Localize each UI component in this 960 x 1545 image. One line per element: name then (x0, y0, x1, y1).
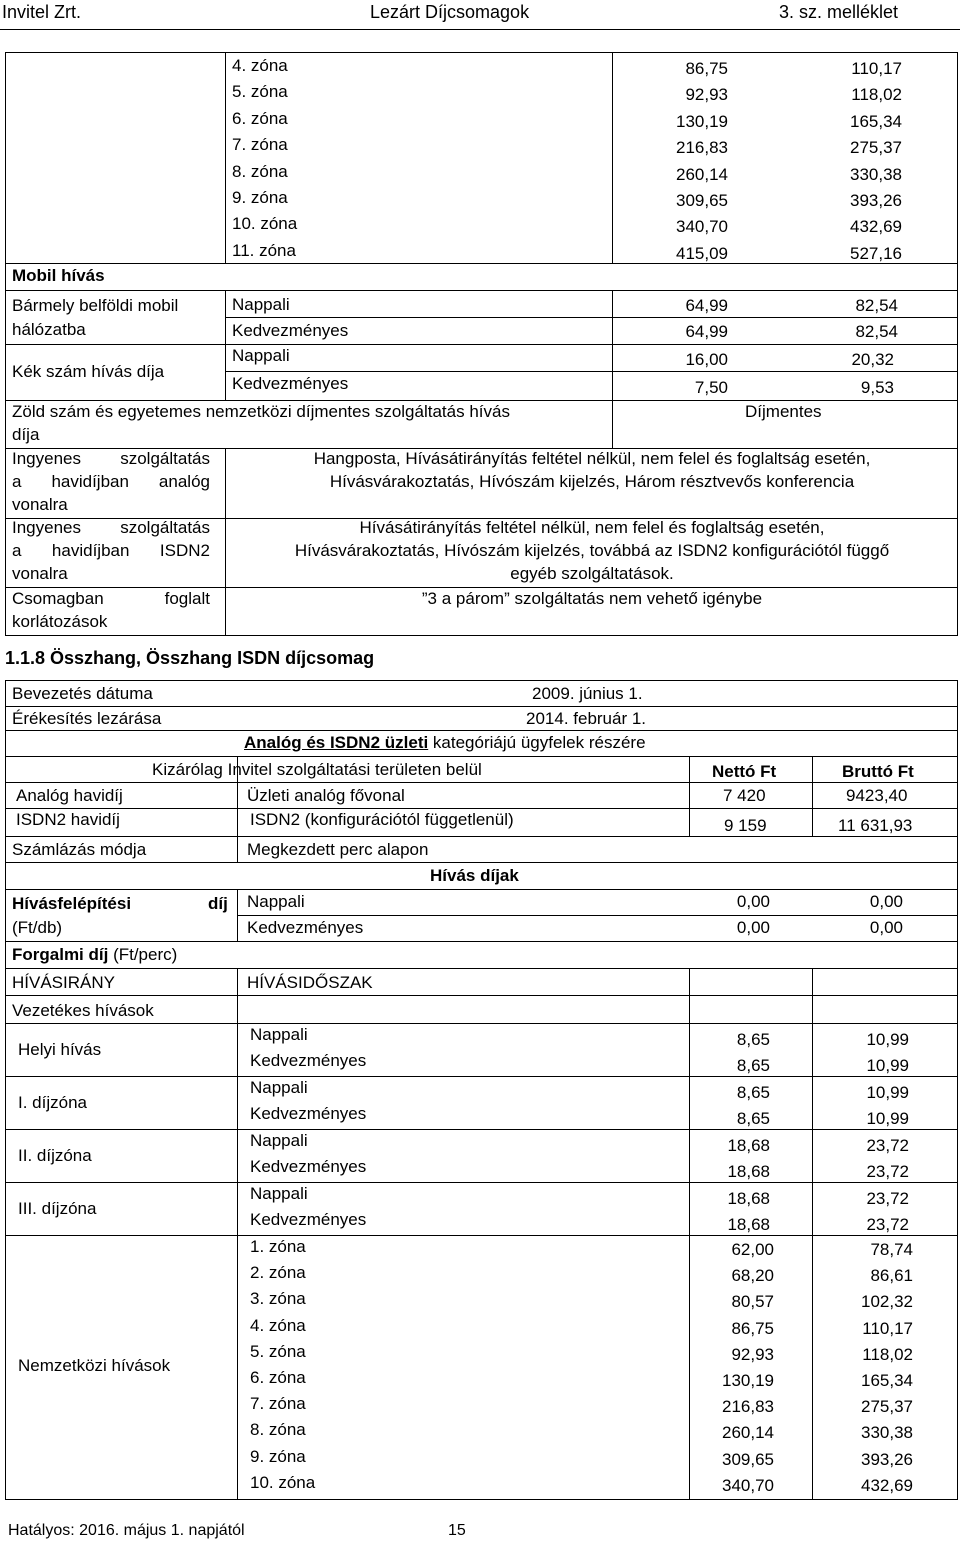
zone-net-price: 340,70 (676, 217, 728, 237)
zone-gross-price: 110,17 (851, 59, 902, 78)
zone-label: 9. zóna (250, 1446, 306, 1466)
zone-gross-price: 165,34 (850, 111, 902, 131)
net-price: 309,65 (722, 1449, 774, 1469)
customer-category: Analóg és ISDN2 üzleti kategóriájú ügyfelek részére (244, 733, 646, 752)
free-services-analog-text1: Hangposta, Hívásátirányítás feltétel nélkül, nem felel és foglaltság esetén, (313, 449, 871, 468)
zone-gross-price: 275,37 (850, 138, 902, 158)
net-price: 62,00 (731, 1240, 774, 1259)
net-price: 0,00 (736, 918, 770, 937)
period-label: Nappali (232, 295, 290, 314)
period-label: Kedvezményes (250, 1157, 367, 1176)
net-price: 80,57 (731, 1292, 774, 1312)
gross-price: 82,54 (855, 322, 898, 341)
package-restrictions-text: ”3 a párom” szolgáltatás nem vehető igénybe (421, 589, 763, 608)
zone-label: 10. zóna (250, 1472, 316, 1492)
gross-price: 165,34 (861, 1371, 913, 1390)
gross-price: 23,72 (866, 1162, 909, 1181)
gross-price: 10,99 (866, 1083, 909, 1102)
gross-price: 9,53 (860, 378, 894, 397)
analog-monthly-desc: Üzleti analóg fővonal (247, 786, 405, 805)
gross-price: 82,54 (855, 296, 898, 315)
zone-label: 10. zóna (232, 214, 298, 234)
gross-price: 20,32 (851, 350, 894, 369)
zone-net-price: 260,14 (676, 164, 728, 184)
net-price: 18,68 (727, 1215, 770, 1234)
sales-close-value: 2014. február 1. (526, 709, 647, 728)
package-restrictions-line1: Csomagban foglalt (12, 589, 210, 608)
period-label: Nappali (250, 1078, 308, 1097)
zone-gross-price: 118,02 (851, 85, 902, 105)
intro-date-label: Bevezetés dátuma (12, 684, 153, 703)
free-services-analog-line3: vonalra (12, 495, 68, 514)
call-direction-label: Helyi hívás (18, 1040, 102, 1059)
gross-price: 0,00 (869, 918, 903, 937)
page-number: 15 (448, 1522, 466, 1539)
billing-method-value: Megkezdett perc alapon (247, 840, 429, 859)
section-title: 1.1.8 Összhang, Összhang ISDN díjcsomag (5, 648, 375, 668)
period-label: Kedvezményes (250, 1051, 367, 1070)
isdn-monthly-net: 9 159 (724, 816, 767, 835)
period-label: Nappali (250, 1131, 308, 1150)
zone-label: 9. zóna (232, 188, 288, 207)
free-services-isdn-text1: Hívásátirányítás feltétel nélkül, nem felel és foglaltság esetén, (359, 518, 825, 537)
period-label: Kedvezményes (247, 918, 364, 937)
net-price: 18,68 (727, 1136, 770, 1155)
zone-gross-price: 393,26 (850, 191, 902, 210)
header-title: Lezárt Díjcsomagok (370, 2, 530, 22)
net-price: 64,99 (685, 322, 728, 341)
footer-effective-date: Hatályos: 2016. május 1. napjától (8, 1522, 245, 1539)
gross-price: 110,17 (862, 1318, 913, 1338)
net-price: 8,65 (736, 1030, 770, 1049)
zone-label: 6. zóna (232, 108, 288, 128)
isdn-monthly-desc: ISDN2 (konfigurációtól függetlenül) (250, 810, 514, 829)
package-restrictions-line2: korlátozások (12, 612, 108, 631)
header-company: Invitel Zrt. (2, 2, 82, 22)
gross-price: 102,32 (861, 1292, 913, 1312)
zone-label: 5. zóna (232, 82, 288, 102)
zone-gross-price: 527,16 (850, 243, 902, 263)
gross-price: 10,99 (866, 1109, 909, 1128)
period-label: Kedvezményes (232, 374, 349, 393)
isdn-monthly-gross: 11 631,93 (838, 816, 913, 835)
zone-label: 7. zóna (232, 135, 288, 155)
gross-price: 393,26 (861, 1449, 913, 1469)
net-price: 8,65 (736, 1056, 770, 1075)
zone-label: 11. zóna (232, 240, 296, 260)
free-services-analog-text2: Hívásvárakoztatás, Hívószám kijelzés, Három résztvevős konferencia (329, 472, 855, 491)
net-price: 18,68 (727, 1189, 770, 1208)
green-number-value: Díjmentes (745, 402, 822, 421)
gross-price: 23,72 (866, 1215, 909, 1234)
free-services-isdn-text2: Hívásvárakoztatás, Hívószám kijelzés, továbbá az ISDN2 konfigurációtól függő (294, 541, 890, 560)
setup-fee-label-line2: (Ft/db) (12, 918, 63, 937)
gross-price: 432,69 (861, 1475, 913, 1495)
net-price: 340,70 (722, 1475, 774, 1495)
analog-monthly-gross: 9423,40 (846, 786, 908, 805)
zone-net-price: 92,93 (685, 85, 728, 105)
zone-label: 4. zóna (232, 56, 288, 75)
billing-method-label: Számlázás módja (12, 840, 147, 859)
call-period-header: HÍVÁSIDŐSZAK (247, 973, 373, 992)
zone-label: 7. zóna (250, 1394, 306, 1414)
net-price: 8,65 (736, 1109, 770, 1128)
free-services-analog-line1: Ingyenes szolgáltatás (12, 449, 210, 468)
header-annex: 3. sz. melléklet (779, 2, 899, 22)
green-number-label-line1: Zöld szám és egyetemes nemzetközi díjmentes szolgáltatás hívás (12, 402, 510, 421)
col-gross-header: Bruttó Ft (842, 762, 914, 781)
setup-fee-label-word: díj (208, 894, 228, 913)
analog-monthly-label: Analóg havidíj (16, 786, 123, 805)
zone-label: 2. zóna (250, 1263, 306, 1283)
net-price: 86,75 (731, 1318, 774, 1338)
net-price: 216,83 (722, 1397, 774, 1417)
free-services-isdn-line3: vonalra (12, 564, 68, 583)
call-direction-label: III. díjzóna (18, 1199, 97, 1218)
free-services-isdn-line1: Ingyenes szolgáltatás (12, 518, 210, 537)
mobile-label-line1: Bármely belföldi mobil (12, 296, 179, 315)
setup-fee-label-line1: Hívásfelépítési (12, 894, 132, 913)
net-price: 7,50 (694, 378, 728, 397)
period-label: Nappali (250, 1184, 308, 1203)
zone-gross-price: 432,69 (850, 217, 902, 237)
gross-price: 86,61 (870, 1266, 913, 1286)
zone-label: 4. zóna (250, 1315, 306, 1335)
gross-price: 0,00 (869, 892, 903, 911)
net-price: 8,65 (736, 1083, 770, 1102)
gross-price: 23,72 (866, 1189, 909, 1208)
period-label: Nappali (247, 892, 305, 911)
period-label: Kedvezményes (250, 1104, 367, 1123)
net-price: 16,00 (685, 350, 728, 369)
green-number-label-line2: díja (12, 425, 40, 444)
zone-net-price: 216,83 (676, 138, 728, 158)
col-net-header: Nettó Ft (712, 762, 777, 781)
call-direction-label: II. díjzóna (18, 1146, 92, 1165)
period-label: Kedvezményes (232, 321, 349, 340)
zone-label: 5. zóna (250, 1341, 306, 1361)
gross-price: 78,74 (870, 1240, 913, 1259)
header-rule (0, 29, 960, 30)
gross-price: 10,99 (866, 1056, 909, 1075)
intro-date-value: 2009. június 1. (532, 684, 643, 703)
gross-price: 330,38 (861, 1423, 913, 1443)
zone-net-price: 86,75 (685, 59, 728, 78)
zone-label: 8. zóna (250, 1420, 306, 1440)
free-services-analog-line2: a havidíjban analóg (12, 472, 210, 491)
zone-net-price: 415,09 (676, 243, 728, 263)
gross-price: 23,72 (866, 1136, 909, 1155)
call-direction-header: HÍVÁSIRÁNY (12, 973, 115, 992)
zone-label: 8. zóna (232, 161, 288, 181)
page-header (0, 0, 960, 30)
territory-note: Kizárólag Invitel szolgáltatási területen belül (152, 760, 482, 779)
free-services-isdn-text3: egyéb szolgáltatások. (510, 564, 674, 583)
traffic-fee-label: Forgalmi díj (Ft/perc) (12, 945, 178, 964)
call-direction-label: I. díjzóna (18, 1093, 87, 1112)
mobile-label-line2: hálózatba (12, 320, 86, 339)
gross-price: 10,99 (866, 1030, 909, 1049)
net-price: 92,93 (731, 1344, 774, 1364)
isdn-monthly-label: ISDN2 havidíj (16, 810, 120, 829)
net-price: 18,68 (727, 1162, 770, 1181)
blue-number-label: Kék szám hívás díja (12, 362, 165, 381)
zone-net-price: 130,19 (676, 111, 728, 131)
period-label: Kedvezményes (250, 1210, 367, 1229)
wired-calls-label: Vezetékes hívások (12, 1001, 154, 1020)
net-price: 64,99 (685, 296, 728, 315)
mobile-heading: Mobil hívás (12, 266, 105, 285)
sales-close-label: Érékesítés lezárása (12, 709, 162, 728)
zone-label: 1. zóna (250, 1237, 306, 1256)
call-fees-heading: Hívás díjak (430, 866, 519, 885)
zone-net-price: 309,65 (676, 191, 728, 210)
gross-price: 118,02 (862, 1344, 913, 1364)
net-price: 0,00 (736, 892, 770, 911)
analog-monthly-net: 7 420 (723, 786, 766, 805)
period-label: Nappali (250, 1025, 308, 1044)
zone-label: 6. zóna (250, 1368, 306, 1387)
period-label: Nappali (232, 346, 290, 365)
gross-price: 275,37 (861, 1397, 913, 1417)
net-price: 130,19 (722, 1371, 774, 1390)
free-services-isdn-line2: a havidíjban ISDN2 (12, 541, 210, 560)
zone-gross-price: 330,38 (850, 164, 902, 184)
net-price: 260,14 (722, 1423, 774, 1443)
international-calls-label: Nemzetközi hívások (18, 1356, 171, 1375)
net-price: 68,20 (731, 1266, 774, 1286)
zone-label: 3. zóna (250, 1289, 306, 1309)
